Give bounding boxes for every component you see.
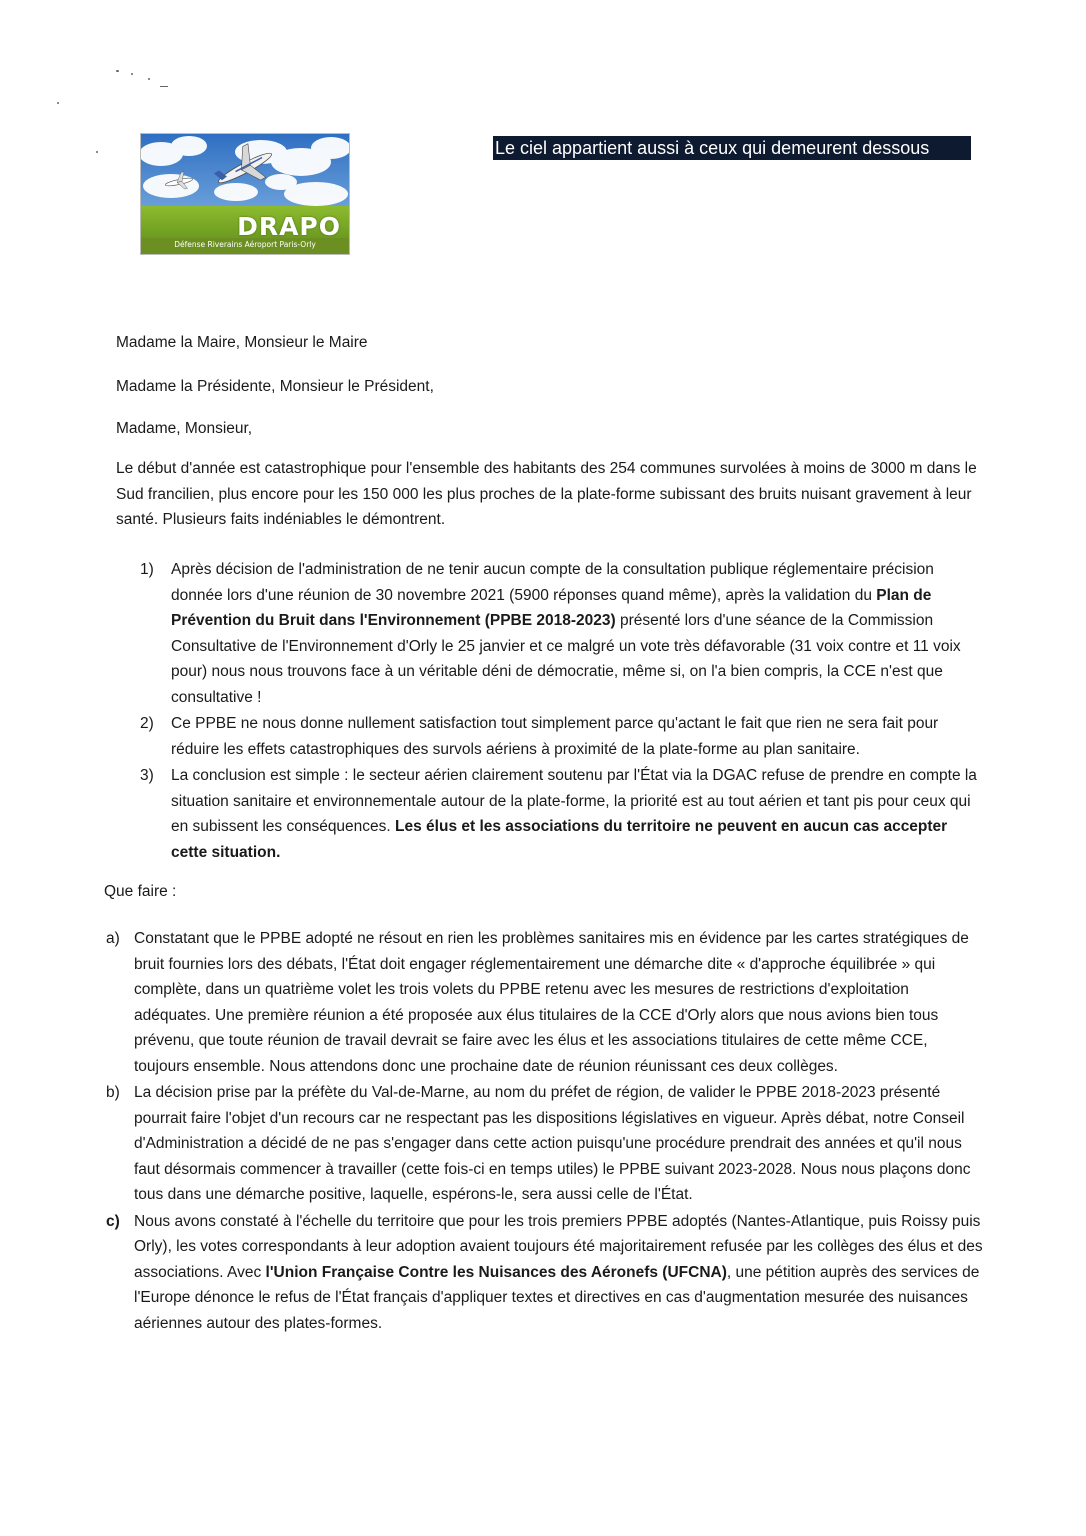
scan-speck [116,70,119,72]
item-text: Ce PPBE ne nous donne nullement satisfaction tout simplement parce qu'actant le fait que rien ne sera fait pour réduire les effets catastrophiques des survols aériens à proximité de la plate-forme au plan sanitaire. [171,715,939,758]
logo-subtitle: Défense Riverains Aéroport Paris-Orly [174,240,316,249]
item-text: présenté lors d'une séance de la Commission Consultative de l'Environnement d'Orly le 25 janvier et ce malgré un vote très défavorable (31 voix contre et 11 voix pour) nous nous trouvons face à un véritable déni de démocratie, même si, on l'a bien compris, la CCE n'est que consultative ! [171,612,961,706]
list-marker: c) [106,1212,120,1230]
item-text: Constatant que le PPBE adopté ne résout en rien les problèmes sanitaires mis en évidence par les cartes stratégiques de bruit fournies lors des débats, l'État doit engager réglementairement une démarche dite « d'approche équilibrée » qui complète, dans un quatrième volet les trois volets du PPBE retenu avec les mesures de restrictions d'exploitation adéquates. Une première réunion a été proposée aux élus titulaires de la CCE d'Orly alors que nous avions bien tous prévenu, que toute réunion de travail devrait se faire avec les élus et les associations titulaires de cette même CCE, toujours ensemble. Nous attendons donc une prochaine date de réunion réunissant ces deux collèges. [134,930,969,1075]
list-item [140,763,986,865]
item-text: La conclusion est simple : le secteur aérien clairement soutenu par l'État via la DGAC refuse de prendre en compte la situation sanitaire et environnementale autour de la plate-forme, la priorité est au tout aérien et tant pis pour ceux qui en subissent les conséquences. [171,767,977,835]
list-item [106,1080,986,1208]
scan-speck [131,73,133,75]
list-marker: a) [106,930,120,947]
item-text: , une pétition auprès des services de l'Europe dénonce le refus de l'État français d'appliquer textes et directives en cas d'augmentation mesurée des nuisances aériennes autour des plates-formes. [134,1263,980,1332]
numbered-list [140,557,986,865]
item-text: La décision prise par la préfète du Val-de-Marne, au nom du préfet de région, de valider le PPBE 2018-2023 présenté pourrait faire l'objet d'un recours car ne respectant pas les dispositions législatives en vigueur. Après débat, notre Conseil d'Administration a décidé de ne pas s'engager dans cette action puisqu'une procédure prendrait des années et qu'il nous faut désormais commencer à travailler (cette fois-ci en temps utiles) le PPBE suivant 2023-2028. Nous nous plaçons donc tous dans une démarche positive, laquelle, espérons-le, sera aussi celle de l'État. [134,1084,971,1203]
salutation-line: Madame la Maire, Monsieur le Maire [116,334,368,351]
item-bold-text: Plan de Prévention du Bruit dans l'Environnement (PPBE 2018-2023) [171,586,932,629]
section-heading: Que faire : [104,883,177,900]
scan-speck [96,151,98,153]
salutation-line: Madame la Présidente, Monsieur le Président, [116,378,434,395]
list-item [106,1209,986,1337]
item-text: Après décision de l'administration de ne tenir aucun compte de la consultation publique réglementaire précision donnée lors d'une réunion de 30 novembre 2021 (5900 réponses quand même), après la validation du [171,561,934,604]
list-marker: b) [106,1084,120,1101]
item-text: Nous avons constaté à l'échelle du territoire que pour les trois premiers PPBE adoptés (Nantes-Atlantique, puis Roissy puis Orly), les votes correspondants à leur adoption avaient toujours été majoritairement refusée par les collèges des élus et des associations. Avec [134,1212,983,1281]
scan-speck [148,78,150,80]
scan-speck [57,102,59,104]
list-item [140,711,986,762]
intro-paragraph: Le début d'année est catastrophique pour l'ensemble des habitants des 254 communes survolées à moins de 3000 m dans le Sud francilien, plus encore pour les 150 000 les plus proches de la plate-forme subissant des bruits nuisant gravement à leur santé. Plusieurs faits indéniables le démontrent. [116,460,977,528]
list-item [106,926,986,1079]
salutation-line: Madame, Monsieur, [116,420,253,437]
action-list [106,926,986,1336]
list-item [140,557,986,710]
slogan-banner: Le ciel appartient aussi à ceux qui demeurent dessous [493,136,971,160]
item-bold-text: Les élus et les associations du territoire ne peuvent en aucun cas accepter cette situation. [171,818,948,861]
list-marker: 2) [140,715,154,732]
item-bold-text: l'Union Française Contre les Nuisances des Aéronefs (UFCNA) [265,1263,727,1281]
list-marker: 1) [140,561,154,578]
list-marker: 3) [140,767,154,784]
logo-title: DRAPO [237,212,341,241]
drapo-logo [140,133,350,255]
scan-speck [160,86,168,87]
